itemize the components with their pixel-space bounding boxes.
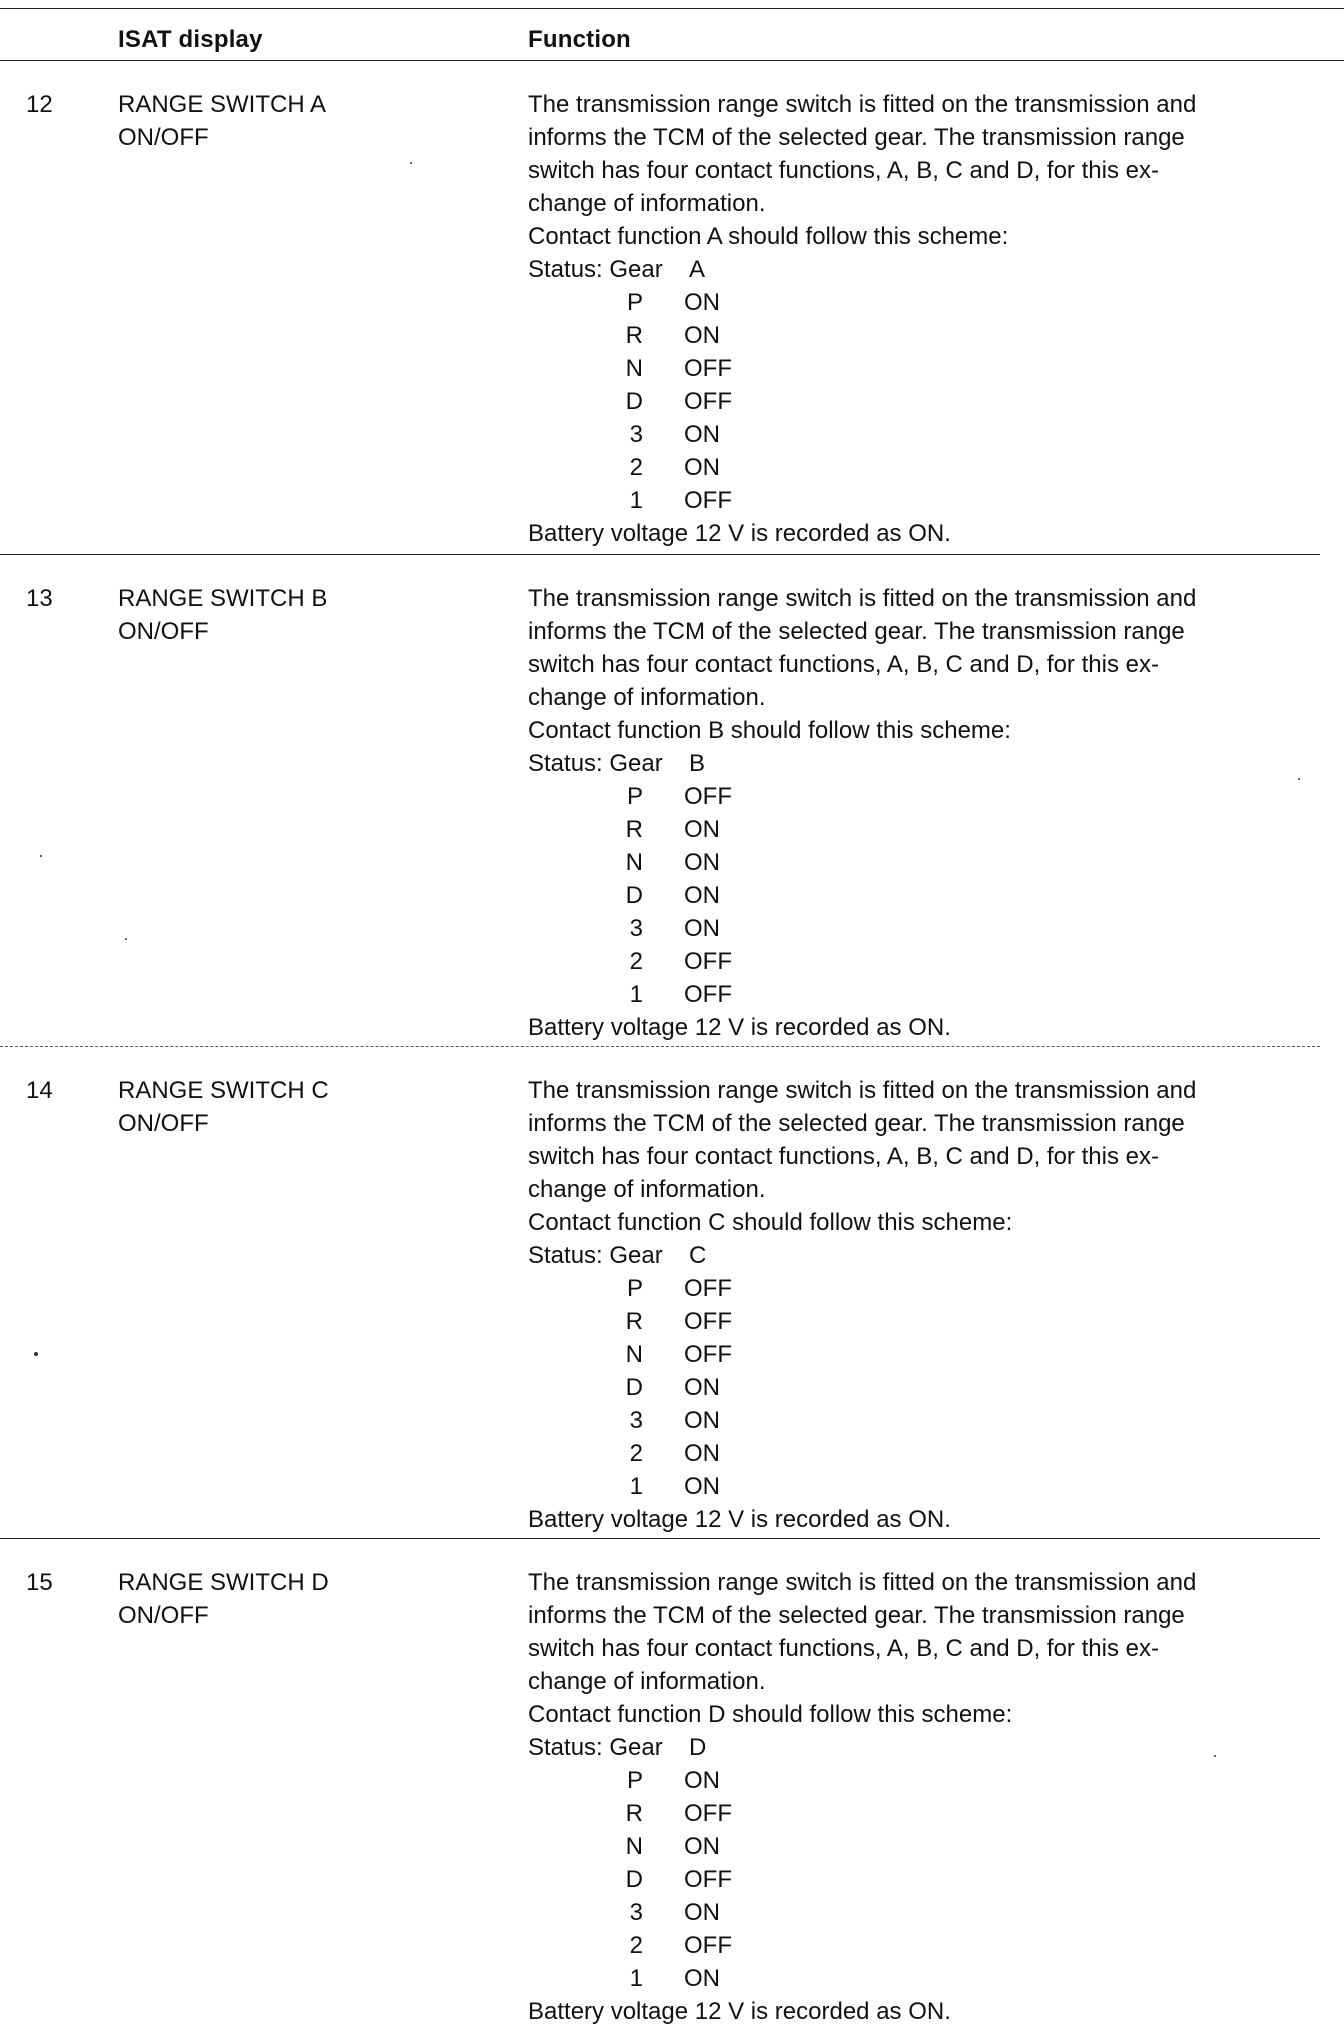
contact-state: ON: [684, 1440, 720, 1467]
gear-value: 1: [629, 981, 643, 1008]
status-header: [528, 1731, 1324, 1764]
gear-status-row: [528, 1272, 1324, 1305]
function-description: [528, 88, 1324, 550]
description-line: switch has four contact functions, A, B, C and D, for this ex-: [528, 1635, 1159, 1662]
gear-value: D: [625, 1374, 643, 1401]
status-gear-label: Status: Gear: [528, 1734, 663, 1761]
header-isat-display: ISAT display: [118, 26, 263, 53]
description-line: informs the TCM of the selected gear. The transmission range: [528, 1110, 1185, 1137]
row-number: 13: [26, 585, 53, 612]
isat-display-line: ON/OFF: [118, 1110, 209, 1137]
row-divider: [0, 1046, 1320, 1047]
gear-value: R: [625, 816, 643, 843]
gear-value: 1: [629, 487, 643, 514]
isat-display-line: RANGE SWITCH A: [118, 91, 327, 118]
contact-state: OFF: [684, 487, 732, 514]
status-header: [528, 1239, 1324, 1272]
contact-state: ON: [684, 1833, 720, 1860]
gear-value: 1: [629, 1473, 643, 1500]
description-line: The transmission range switch is fitted on the transmission and: [528, 1569, 1197, 1596]
row-divider: [0, 554, 1320, 555]
gear-value: 3: [629, 1407, 643, 1434]
gear-status-row: [528, 813, 1324, 846]
contact-state: OFF: [684, 1308, 732, 1335]
description-line: change of information.: [528, 684, 766, 711]
top-rule: [0, 8, 1344, 9]
gear-value: D: [625, 388, 643, 415]
gear-status-row: [528, 385, 1324, 418]
gear-value: 3: [629, 421, 643, 448]
gear-value: 2: [629, 948, 643, 975]
contact-letter: C: [689, 1242, 707, 1269]
isat-display-line: ON/OFF: [118, 618, 209, 645]
contact-state: ON: [684, 289, 720, 316]
gear-value: N: [625, 1341, 643, 1368]
gear-value: N: [625, 1833, 643, 1860]
description-line: The transmission range switch is fitted on the transmission and: [528, 585, 1197, 612]
header-function: Function: [528, 26, 631, 53]
contact-state: OFF: [684, 1866, 732, 1893]
row-number: 15: [26, 1569, 53, 1596]
battery-voltage-note: Battery voltage 12 V is recorded as ON.: [528, 1506, 951, 1533]
scan-speck: [1214, 1755, 1216, 1757]
gear-status-row: [528, 451, 1324, 484]
description-line: informs the TCM of the selected gear. The transmission range: [528, 1602, 1185, 1629]
scan-speck: [1298, 778, 1300, 780]
gear-status-row: [528, 1404, 1324, 1437]
gear-value: N: [625, 355, 643, 382]
function-description: [528, 582, 1324, 1044]
gear-status-row: [528, 352, 1324, 385]
isat-display-label: [118, 1566, 329, 1632]
contact-state: ON: [684, 882, 720, 909]
contact-state: OFF: [684, 948, 732, 975]
description-line: informs the TCM of the selected gear. The transmission range: [528, 124, 1185, 151]
contact-state: ON: [684, 816, 720, 843]
function-description: [528, 1566, 1324, 2028]
contact-letter: A: [689, 256, 706, 283]
gear-value: 1: [629, 1965, 643, 1992]
gear-status-row: [528, 1962, 1324, 1995]
status-header: [528, 747, 1324, 780]
gear-value: 2: [629, 1440, 643, 1467]
gear-status-row: [528, 1896, 1324, 1929]
scheme-intro: Contact function A should follow this scheme:: [528, 223, 1009, 250]
gear-value: P: [626, 1767, 643, 1794]
contact-state: OFF: [684, 355, 732, 382]
gear-status-row: [528, 1371, 1324, 1404]
contact-state: OFF: [684, 783, 732, 810]
gear-status-row: [528, 1863, 1324, 1896]
gear-status-row: [528, 1797, 1324, 1830]
contact-letter: B: [689, 750, 706, 777]
isat-display-line: RANGE SWITCH D: [118, 1569, 329, 1596]
row-divider: [0, 1538, 1320, 1539]
description-line: switch has four contact functions, A, B, C and D, for this ex-: [528, 157, 1159, 184]
gear-status-row: [528, 484, 1324, 517]
gear-status-row: [528, 978, 1324, 1011]
contact-state: OFF: [684, 1932, 732, 1959]
gear-status-row: [528, 418, 1324, 451]
isat-display-line: RANGE SWITCH C: [118, 1077, 329, 1104]
gear-status-row: [528, 1470, 1324, 1503]
gear-value: R: [625, 1308, 643, 1335]
isat-display-line: ON/OFF: [118, 1602, 209, 1629]
contact-state: ON: [684, 454, 720, 481]
isat-display-line: RANGE SWITCH B: [118, 585, 328, 612]
gear-value: P: [626, 783, 643, 810]
gear-value: R: [625, 322, 643, 349]
row-number: 14: [26, 1077, 53, 1104]
gear-status-row: [528, 1830, 1324, 1863]
contact-state: OFF: [684, 1341, 732, 1368]
gear-status-list: [528, 1272, 1324, 1503]
description-line: The transmission range switch is fitted on the transmission and: [528, 1077, 1197, 1104]
gear-status-list: [528, 1764, 1324, 1995]
gear-status-row: [528, 1764, 1324, 1797]
gear-status-row: [528, 1437, 1324, 1470]
scheme-intro: Contact function B should follow this scheme:: [528, 717, 1011, 744]
gear-value: 3: [629, 915, 643, 942]
gear-status-list: [528, 286, 1324, 517]
isat-display-label: [118, 88, 326, 154]
gear-status-row: [528, 319, 1324, 352]
gear-value: D: [625, 882, 643, 909]
status-header: [528, 253, 1324, 286]
contact-state: ON: [684, 1374, 720, 1401]
scan-speck: [40, 855, 42, 857]
contact-state: ON: [684, 1899, 720, 1926]
contact-state: ON: [684, 1767, 720, 1794]
header-rule: [0, 60, 1344, 61]
row-number: 12: [26, 91, 53, 118]
gear-value: D: [625, 1866, 643, 1893]
contact-state: OFF: [684, 1275, 732, 1302]
contact-state: ON: [684, 322, 720, 349]
description-line: change of information.: [528, 1176, 766, 1203]
scan-speck: [125, 938, 127, 940]
gear-status-row: [528, 912, 1324, 945]
description-line: informs the TCM of the selected gear. The transmission range: [528, 618, 1185, 645]
gear-status-row: [528, 945, 1324, 978]
description-line: The transmission range switch is fitted on the transmission and: [528, 91, 1197, 118]
gear-value: P: [626, 1275, 643, 1302]
description-line: change of information.: [528, 1668, 766, 1695]
status-gear-label: Status: Gear: [528, 1242, 663, 1269]
gear-value: N: [625, 849, 643, 876]
gear-status-row: [528, 780, 1324, 813]
gear-value: R: [625, 1800, 643, 1827]
gear-status-row: [528, 879, 1324, 912]
gear-status-row: [528, 846, 1324, 879]
contact-state: ON: [684, 1965, 720, 1992]
contact-state: ON: [684, 849, 720, 876]
gear-value: 3: [629, 1899, 643, 1926]
contact-state: ON: [684, 1473, 720, 1500]
status-gear-label: Status: Gear: [528, 256, 663, 283]
gear-status-list: [528, 780, 1324, 1011]
battery-voltage-note: Battery voltage 12 V is recorded as ON.: [528, 1998, 951, 2025]
contact-state: ON: [684, 1407, 720, 1434]
status-gear-label: Status: Gear: [528, 750, 663, 777]
isat-display-label: [118, 1074, 329, 1140]
isat-display-label: [118, 582, 327, 648]
scheme-intro: Contact function D should follow this scheme:: [528, 1701, 1013, 1728]
gear-value: 2: [629, 1932, 643, 1959]
isat-display-line: ON/OFF: [118, 124, 209, 151]
gear-status-row: [528, 1338, 1324, 1371]
scheme-intro: Contact function C should follow this scheme:: [528, 1209, 1013, 1236]
contact-state: ON: [684, 915, 720, 942]
scan-speck: [410, 162, 412, 164]
gear-status-row: [528, 1305, 1324, 1338]
gear-value: P: [626, 289, 643, 316]
contact-state: OFF: [684, 1800, 732, 1827]
contact-letter: D: [689, 1734, 707, 1761]
contact-state: ON: [684, 421, 720, 448]
gear-status-row: [528, 1929, 1324, 1962]
scan-speck: [34, 1352, 38, 1356]
gear-value: 2: [629, 454, 643, 481]
gear-status-row: [528, 286, 1324, 319]
contact-state: OFF: [684, 388, 732, 415]
description-line: switch has four contact functions, A, B, C and D, for this ex-: [528, 1143, 1159, 1170]
description-line: change of information.: [528, 190, 766, 217]
function-description: [528, 1074, 1324, 1536]
contact-state: OFF: [684, 981, 732, 1008]
battery-voltage-note: Battery voltage 12 V is recorded as ON.: [528, 1014, 951, 1041]
battery-voltage-note: Battery voltage 12 V is recorded as ON.: [528, 520, 951, 547]
description-line: switch has four contact functions, A, B, C and D, for this ex-: [528, 651, 1159, 678]
